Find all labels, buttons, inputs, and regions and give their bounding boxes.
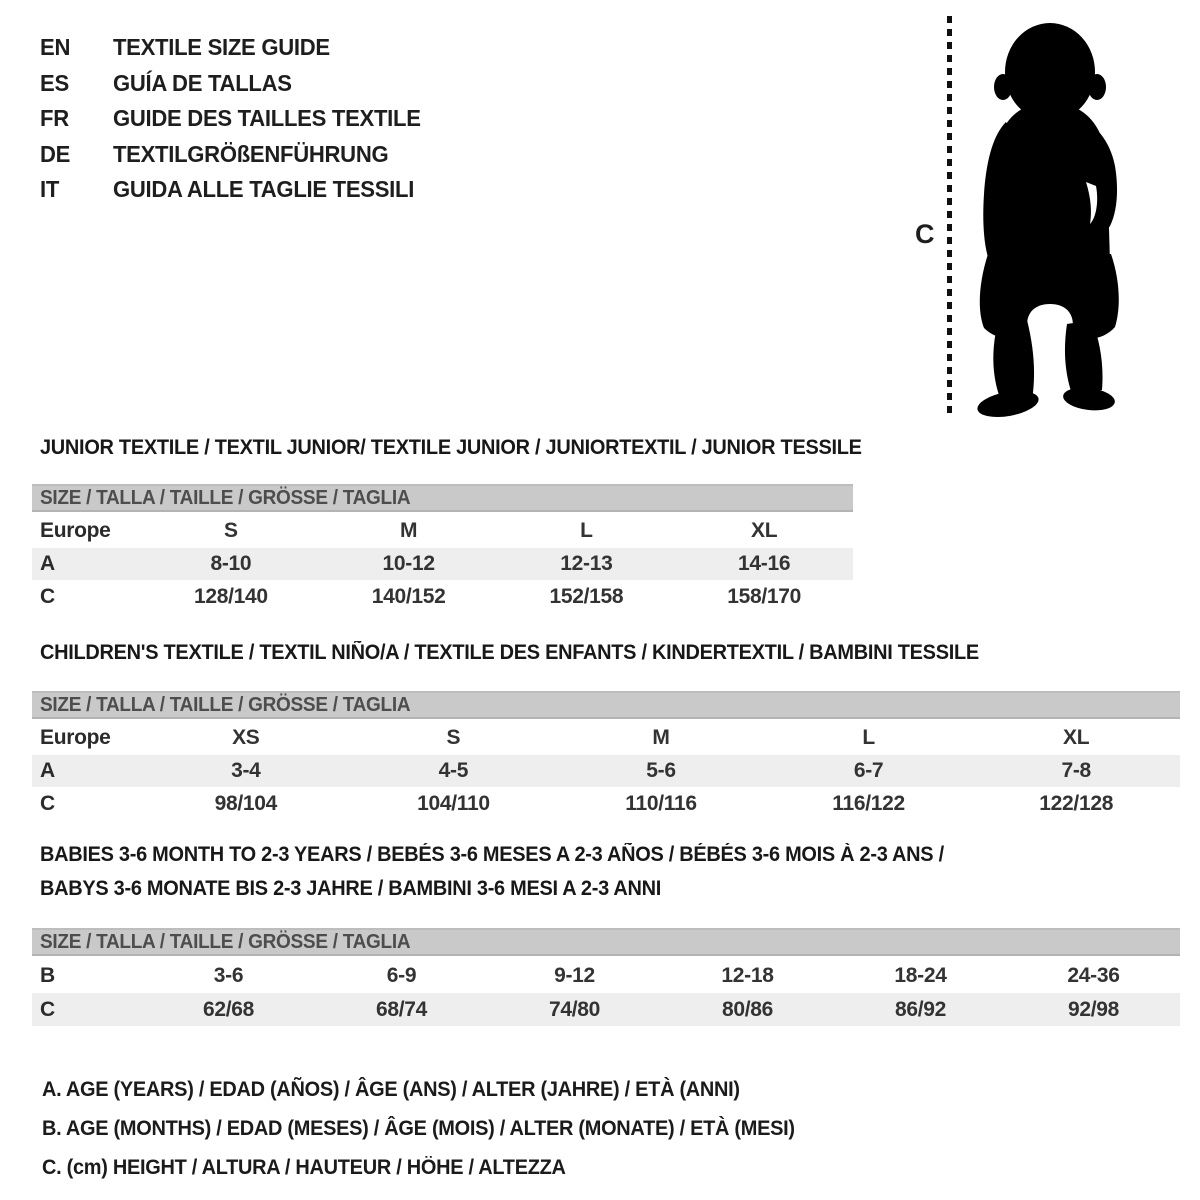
height-value: 116/122 <box>832 792 905 815</box>
junior-section-title: JUNIOR TEXTILE / TEXTIL JUNIOR/ TEXTILE JUNIOR / JUNIORTEXTIL / JUNIOR TESSILE <box>40 436 862 459</box>
height-value: 122/128 <box>1039 792 1114 815</box>
lang-label: GUIDE DES TAILLES TEXTILE <box>112 105 421 131</box>
age-value: 12-13 <box>560 552 613 575</box>
junior-row-age <box>32 548 853 580</box>
legend-line-b: B. AGE (MONTHS) / EDAD (MESES) / ÂGE (MOIS) / ALTER (MONATE) / ETÀ (MESI) <box>42 1117 795 1140</box>
height-measure-dashed-line <box>947 16 952 416</box>
babies-section-title-line2: BABYS 3-6 MONATE BIS 2-3 JAHRE / BAMBINI 3-6 MESI A 2-3 ANNI <box>40 877 662 900</box>
age-months-value: 12-18 <box>721 963 774 987</box>
size-value: S <box>446 726 461 749</box>
age-value: 4-5 <box>438 759 469 782</box>
junior-row-height <box>32 581 853 613</box>
row-label: Europe <box>40 519 111 542</box>
height-measure-label: C <box>915 219 935 249</box>
size-value: XS <box>232 726 260 749</box>
size-value: XL <box>1063 726 1090 749</box>
age-value: 10-12 <box>382 552 435 575</box>
lang-row-de <box>40 137 421 173</box>
children-row-europe <box>32 722 1180 754</box>
height-value: 86/92 <box>894 997 947 1021</box>
lang-label: TEXTILE SIZE GUIDE <box>112 34 330 60</box>
legend-line-c: C. (cm) HEIGHT / ALTURA / HAUTEUR / HÖHE / ALTEZZA <box>42 1156 566 1179</box>
size-header-text: SIZE / TALLA / TAILLE / GRÖSSE / TAGLIA <box>40 930 411 953</box>
measurement-legend <box>42 1070 834 1187</box>
row-label: A <box>40 552 55 575</box>
age-months-value: 3-6 <box>213 963 244 987</box>
height-value: 140/152 <box>371 585 446 608</box>
row-label: A <box>40 759 55 782</box>
babies-row-height <box>32 993 1180 1026</box>
lang-code: EN <box>40 34 71 60</box>
lang-code: DE <box>40 140 71 167</box>
row-label: C <box>40 792 55 815</box>
age-months-value: 18-24 <box>894 963 947 987</box>
lang-code: FR <box>40 105 69 131</box>
height-value: 98/104 <box>214 792 278 815</box>
age-value: 3-4 <box>231 759 261 782</box>
language-guide <box>40 30 437 208</box>
size-value: M <box>652 726 670 749</box>
size-value: S <box>224 519 238 542</box>
lang-row-en <box>40 30 421 66</box>
children-size-header-bar <box>32 691 1180 719</box>
height-value: 68/74 <box>375 997 428 1021</box>
age-months-value: 9-12 <box>554 963 595 987</box>
height-value: 92/98 <box>1067 997 1120 1021</box>
height-value: 74/80 <box>548 997 601 1021</box>
babies-section-title-line1: BABIES 3-6 MONTH TO 2-3 YEARS / BEBÉS 3-6 MESES A 2-3 AÑOS / BÉBÉS 3-6 MOIS À 2-3 ANS / <box>40 843 944 866</box>
children-row-age <box>32 755 1180 787</box>
size-value: L <box>580 519 593 542</box>
height-value: 152/158 <box>549 585 624 608</box>
height-value: 128/140 <box>193 585 268 608</box>
children-row-height <box>32 788 1180 820</box>
age-value: 14-16 <box>738 552 791 575</box>
row-label: Europe <box>40 726 111 749</box>
junior-size-header-bar <box>32 484 853 512</box>
baby-silhouette-image <box>962 14 1138 418</box>
size-value: L <box>862 726 875 749</box>
children-section-title: CHILDREN'S TEXTILE / TEXTIL NIÑO/A / TEXTILE DES ENFANTS / KINDERTEXTIL / BAMBINI TESSILE <box>40 641 979 664</box>
height-value: 158/170 <box>727 585 802 608</box>
height-value: 104/110 <box>417 792 490 815</box>
lang-label: TEXTILGRÖßENFÜHRUNG <box>112 140 389 167</box>
size-header-text: SIZE / TALLA / TAILLE / GRÖSSE / TAGLIA <box>40 693 411 716</box>
babies-row-age-months <box>32 959 1180 992</box>
age-months-value: 24-36 <box>1067 963 1120 987</box>
size-value: XL <box>751 519 778 542</box>
babies-size-header-bar <box>32 928 1180 956</box>
lang-code: ES <box>40 69 69 96</box>
junior-row-europe <box>32 515 853 547</box>
height-value: 80/86 <box>721 997 774 1021</box>
age-value: 8-10 <box>210 552 252 575</box>
lang-label: GUIDA ALLE TAGLIE TESSILI <box>112 176 415 202</box>
lang-code: IT <box>40 176 60 202</box>
height-value: 62/68 <box>202 997 255 1021</box>
lang-row-es <box>40 66 421 102</box>
age-value: 7-8 <box>1061 759 1091 782</box>
lang-row-fr <box>40 101 421 137</box>
age-value: 6-7 <box>853 759 884 782</box>
row-label: B <box>40 963 55 987</box>
age-months-value: 6-9 <box>386 963 417 987</box>
age-value: 5-6 <box>646 759 676 782</box>
lang-row-it <box>40 172 421 208</box>
row-label: C <box>40 585 55 608</box>
height-value: 110/116 <box>625 792 697 815</box>
row-label: C <box>40 997 55 1021</box>
legend-line-a: A. AGE (YEARS) / EDAD (AÑOS) / ÂGE (ANS) / ALTER (JAHRE) / ETÀ (ANNI) <box>42 1078 740 1101</box>
size-value: M <box>400 519 418 542</box>
size-header-text: SIZE / TALLA / TAILLE / GRÖSSE / TAGLIA <box>40 486 411 509</box>
lang-label: GUÍA DE TALLAS <box>112 69 292 96</box>
